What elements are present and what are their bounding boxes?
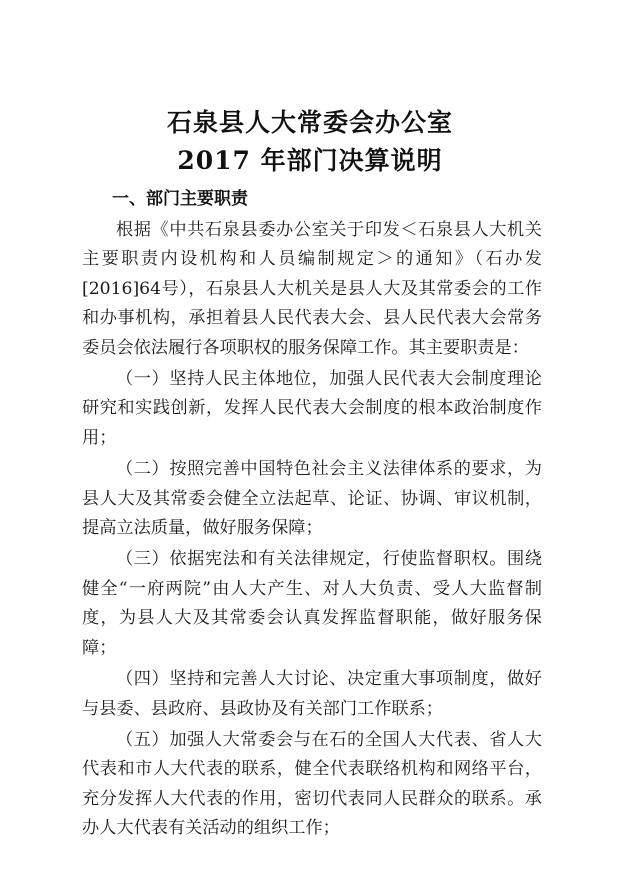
document-body bbox=[82, 184, 542, 846]
duty-paragraph-4: （四）坚持和完善人大讨论、决定重大事项制度，做好与县委、县政府、县政协及有关部门工作联系； bbox=[82, 669, 542, 719]
duty-paragraph-5: （五）加强人大常委会与在石的全国人大代表、省人大代表和市人大代表的联系，健全代表联络机构和网络平台，充分发挥人大代表的作用，密切代表同人民群众的联系。承办人大代表有关活动的组织工作； bbox=[82, 729, 542, 839]
document-title bbox=[0, 104, 620, 180]
duty-paragraph-3: （三）依据宪法和有关法律规定，行使监督职权。围绕健全“一府两院”由人大产生、对人大负责、受人大监督制度，为县人大及其常委会认真发挥监督职能，做好服务保障； bbox=[82, 549, 542, 658]
section-heading: 一、部门主要职责 bbox=[112, 189, 248, 209]
title-line-2: 2017 年部门决算说明 bbox=[177, 146, 443, 175]
intro-paragraph: 根据《中共石泉县委办公室关于印发＜石泉县人大机关主要职责内设机构和人员编制规定＞的通知》（石办发[2016]64号），石泉县人大机关是县人大及其常委会的工作和办事机构，承担着县人民代表大会、县人民代表大会常务委员会依法履行各项职权的服务保障工作。其主要职责是： bbox=[82, 220, 542, 358]
duty-paragraph-1: （一）坚持人民主体地位，加强人民代表大会制度理论研究和实践创新，发挥人民代表大会制度的根本政治制度作用； bbox=[82, 369, 542, 448]
duty-paragraph-2: （二）按照完善中国特色社会主义法律体系的要求，为县人大及其常委会健全立法起草、论证、协调、审议机制，提高立法质量，做好服务保障； bbox=[82, 459, 542, 539]
title-line-1: 石泉县人大常委会办公室 bbox=[166, 108, 453, 137]
